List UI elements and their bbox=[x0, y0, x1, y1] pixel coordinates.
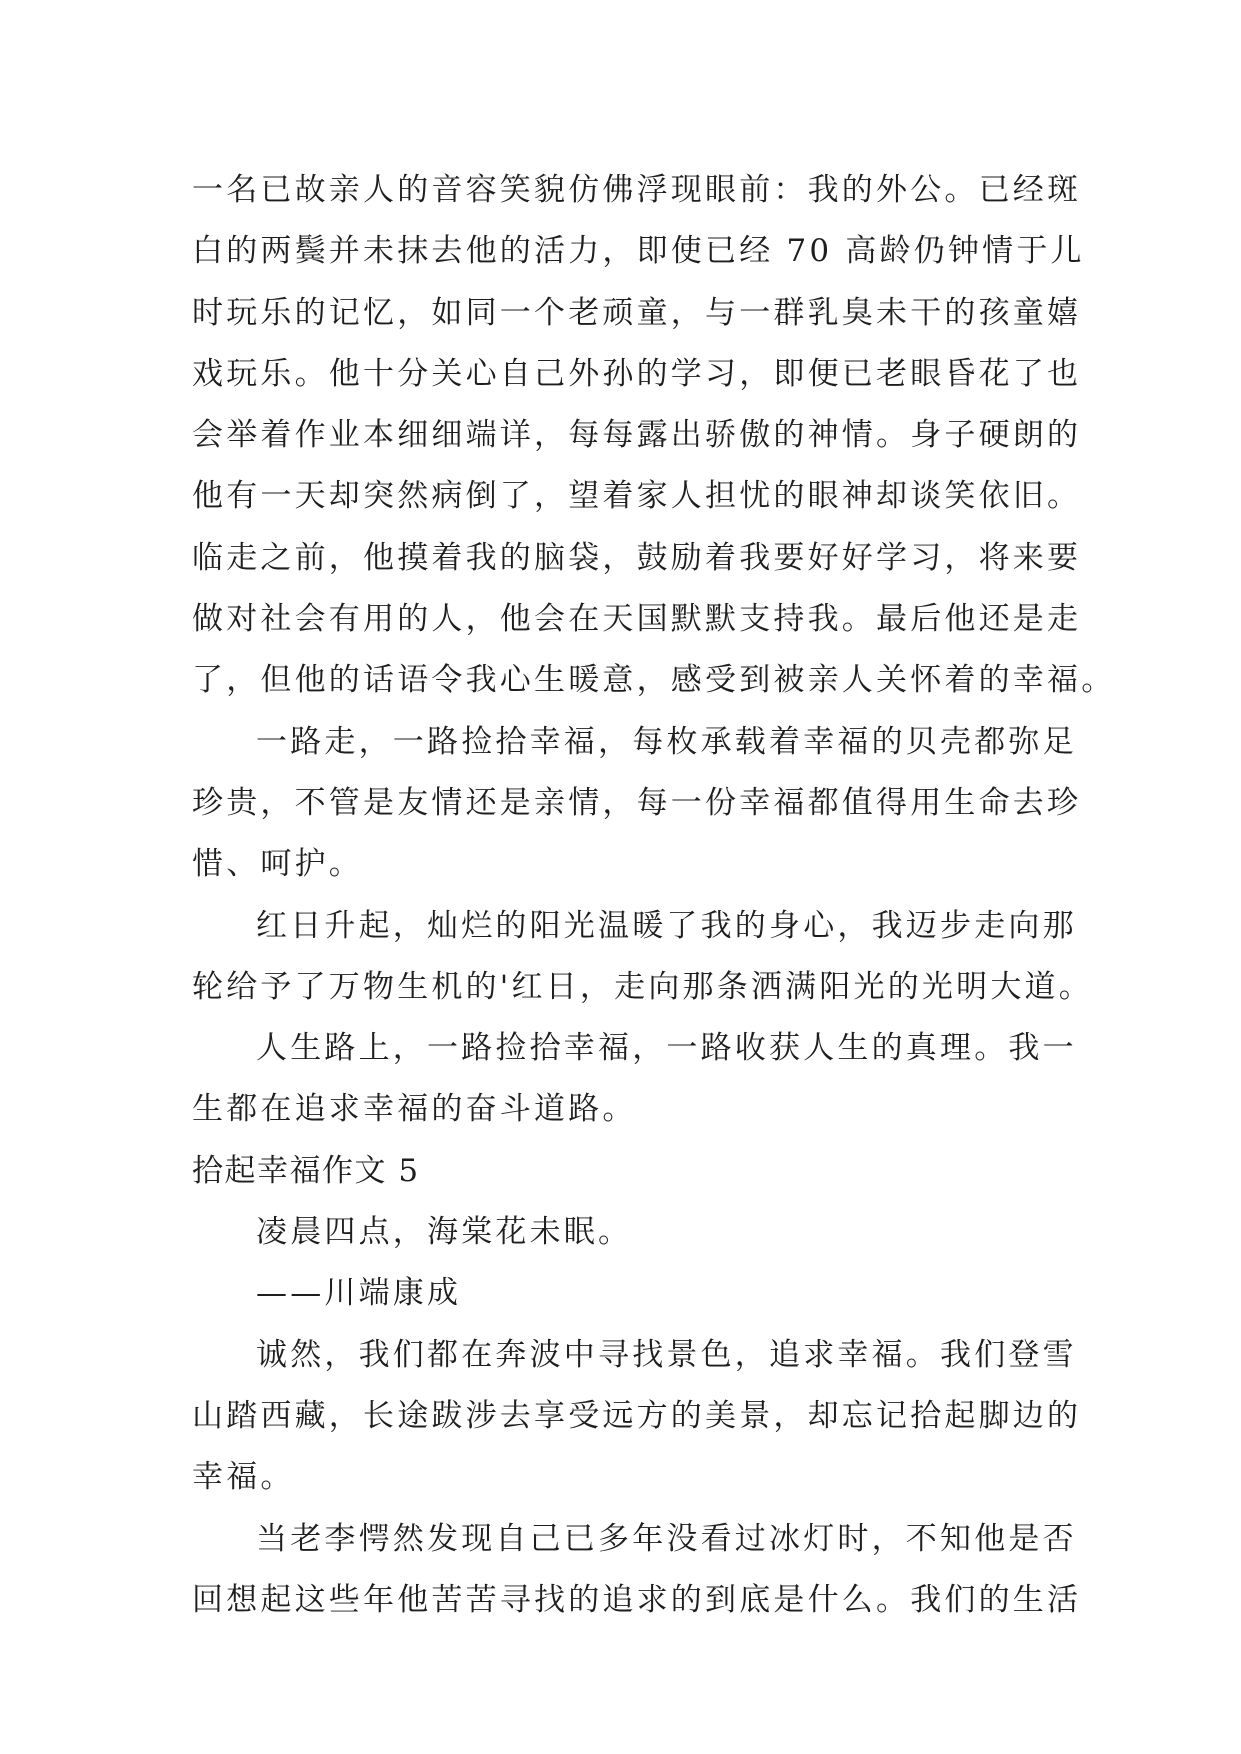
epigraph-attribution: ——川端康成 bbox=[256, 1275, 462, 1312]
text-line: 白的两鬓并未抹去他的活力，即使已经 70 高龄仍钟情于儿 bbox=[192, 233, 1085, 270]
section-heading: 拾起幸福作文 5 bbox=[192, 1152, 420, 1189]
text-line: 会举着作业本细细端详，每每露出骄傲的神情。身子硬朗的 bbox=[192, 417, 1082, 454]
text-line: 一名已故亲人的音容笑貌仿佛浮现眼前：我的外公。已经斑 bbox=[192, 172, 1082, 208]
paragraph-first-line: 红日升起，灿烂的阳光温暖了我的身心，我迈步走向那 bbox=[256, 907, 1077, 944]
paragraph-first-line: 诚然，我们都在奔波中寻找景色，追求幸福。我们登雪 bbox=[256, 1336, 1077, 1373]
text-line: 生都在追求幸福的奋斗道路。 bbox=[192, 1091, 637, 1128]
paragraph-first-line: 当老李愕然发现自己已多年没看过冰灯时，不知他是否 bbox=[256, 1520, 1077, 1557]
text-line: 惜、呵护。 bbox=[192, 846, 363, 883]
text-line: 戏玩乐。他十分关心自己外孙的学习，即便已老眼昏花了也 bbox=[192, 355, 1082, 392]
text-line: 了，但他的话语令我心生暖意，感受到被亲人关怀着的幸福。 bbox=[192, 662, 1116, 699]
paragraph-first-line: 一路走，一路捡拾幸福，每枚承载着幸福的贝壳都弥足 bbox=[256, 723, 1077, 760]
text-line: 临走之前，他摸着我的脑袋，鼓励着我要好好学习，将来要 bbox=[192, 539, 1082, 576]
text-line: 珍贵，不管是友情还是亲情，每一份幸福都值得用生命去珍 bbox=[192, 784, 1082, 821]
paragraph-first-line: 人生路上，一路捡拾幸福，一路收获人生的真理。我一 bbox=[256, 1030, 1077, 1067]
text-line: 山踏西藏，长途跋涉去享受远方的美景，却忘记拾起脚边的 bbox=[192, 1397, 1082, 1434]
text-line: 回想起这些年他苦苦寻找的追求的到底是什么。我们的生活 bbox=[192, 1581, 1082, 1618]
text-line: 轮给予了万物生机的'红日，走向那条洒满阳光的光明大道。 bbox=[192, 968, 1093, 1005]
text-line: 他有一天却突然病倒了，望着家人担忧的眼神却谈笑依旧。 bbox=[192, 478, 1082, 515]
text-line: 幸福。 bbox=[192, 1459, 295, 1496]
text-line: 时玩乐的记忆，如同一个老顽童，与一群乳臭未干的孩童嬉 bbox=[192, 294, 1082, 331]
document-body bbox=[192, 160, 1116, 1631]
epigraph-line: 凌晨四点，海棠花未眠。 bbox=[256, 1214, 633, 1251]
text-line: 做对社会有用的人，他会在天国默默支持我。最后他还是走 bbox=[192, 601, 1082, 638]
